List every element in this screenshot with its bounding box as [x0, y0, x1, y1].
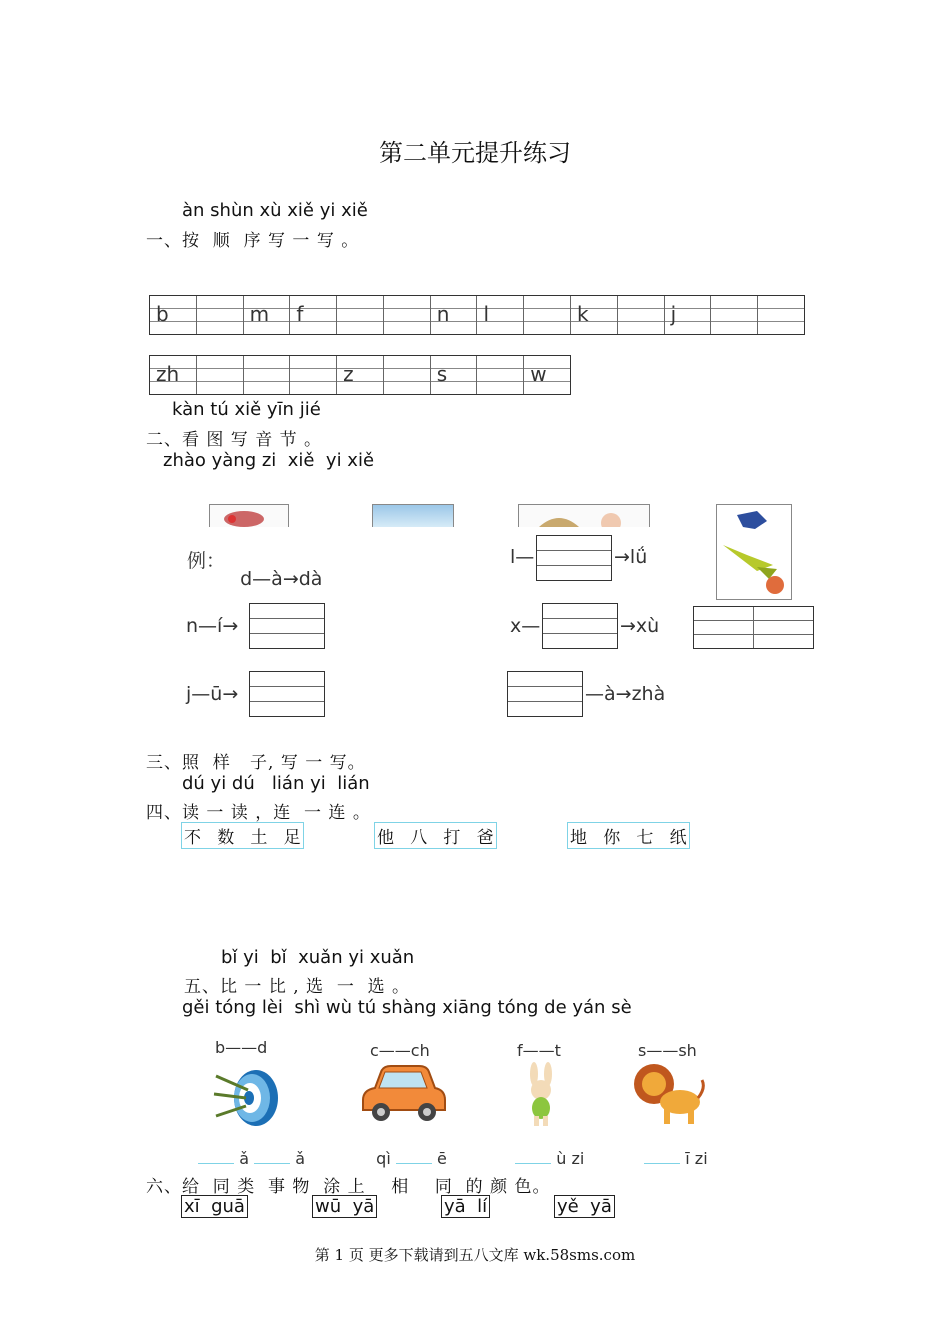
- answer-box-lv[interactable]: [536, 535, 612, 581]
- answer-box-xu[interactable]: [542, 603, 618, 649]
- grid-cell[interactable]: m: [244, 296, 291, 334]
- word-wuya[interactable]: wū yā: [312, 1195, 377, 1218]
- grid-cell[interactable]: [197, 296, 244, 334]
- sky-picture-crop: [372, 504, 454, 527]
- answer-row-ft: ù zi: [505, 1130, 584, 1168]
- s4-heading: 四、读 一 读 ，连 一 连 。: [146, 803, 371, 823]
- j-item: j—ū→: [186, 683, 239, 705]
- grid-cell[interactable]: s: [431, 356, 478, 394]
- word-group-1[interactable]: 不 数 土 足: [181, 822, 304, 849]
- word-group-3[interactable]: 地 你 七 纸: [567, 822, 690, 849]
- answer-row-ssh: ī zi: [634, 1130, 708, 1168]
- grid-cell[interactable]: zh: [150, 356, 197, 394]
- arrow-right-icon: →: [620, 615, 636, 637]
- l-result: →lǘ: [614, 546, 648, 568]
- grid-cell[interactable]: l: [477, 296, 524, 334]
- x-prefix: x—: [510, 615, 541, 637]
- arrow-right-icon: →: [615, 683, 632, 705]
- answer-box-zhi[interactable]: [693, 606, 814, 649]
- s5-heading: 五、比 一 比 , 选 一 选 。: [184, 977, 411, 997]
- s5-pinyin2: gěi tóng lèi shì wù tú shàng xiāng tóng de yán sè: [182, 997, 632, 1018]
- example-label: 例：: [187, 550, 226, 572]
- car-picture: [357, 1062, 447, 1128]
- grid-cell[interactable]: n: [431, 296, 478, 334]
- grid-cell[interactable]: z: [337, 356, 384, 394]
- grid-cell[interactable]: k: [571, 296, 618, 334]
- pair-f-t: f——t: [517, 1041, 561, 1060]
- grid-cell[interactable]: j: [665, 296, 712, 334]
- s5-pinyin1: bǐ yi bǐ xuǎn yi xuǎn: [221, 947, 415, 968]
- blank[interactable]: [644, 1149, 680, 1164]
- grid-cell[interactable]: [711, 296, 758, 334]
- grid-cell[interactable]: [477, 356, 524, 394]
- answer-box-zha[interactable]: [507, 671, 583, 717]
- grid-cell[interactable]: w: [524, 356, 570, 394]
- grid-cell[interactable]: [290, 356, 337, 394]
- grid-cell[interactable]: [524, 296, 571, 334]
- grid-cell[interactable]: [244, 356, 291, 394]
- word-xigua[interactable]: xī guā: [181, 1195, 248, 1218]
- s4-pinyin: dú yi dú lián yi lián: [182, 773, 370, 794]
- arrow-right-icon: →: [222, 615, 239, 637]
- answer-row-bd: ǎ ǎ: [188, 1130, 305, 1168]
- answer-box-ju[interactable]: [249, 671, 325, 717]
- zh-result: —à→zhà: [585, 683, 666, 705]
- arrow-right-icon: →: [614, 546, 630, 568]
- s6-heading: 六、给 同 类 事 物 涂 上 相 同 的 颜 色。: [146, 1177, 551, 1197]
- pair-s-sh: s——sh: [638, 1041, 697, 1060]
- grid-cell[interactable]: [337, 296, 384, 334]
- blank[interactable]: [198, 1149, 234, 1164]
- grid-cell[interactable]: [384, 356, 431, 394]
- blank[interactable]: [254, 1149, 290, 1164]
- s3-heading: 三、照 样 子, 写 一 写。: [146, 753, 366, 773]
- blank[interactable]: [515, 1149, 551, 1164]
- s2-heading: 二、看 图 写 音 节 。: [146, 430, 323, 450]
- origami-picture: [716, 504, 792, 600]
- pair-c-ch: c——ch: [370, 1041, 430, 1060]
- x-result: →xù: [620, 615, 660, 637]
- letter-grid-row2: [149, 355, 571, 395]
- page-footer: 第 1 页 更多下载请到五八文库 wk.58sms.com: [314, 1246, 636, 1264]
- grandma-picture-crop: [518, 504, 650, 527]
- donkey-picture-crop: [209, 504, 289, 527]
- s1-pinyin: àn shùn xù xiě yi xiě: [182, 200, 368, 221]
- pair-b-d: b——d: [215, 1038, 268, 1057]
- answer-row-cch: qì ē: [376, 1149, 447, 1168]
- grid-cell[interactable]: [618, 296, 665, 334]
- arrow-right-icon: →: [222, 683, 239, 705]
- example-syllable: d—à→dà: [240, 568, 323, 590]
- page-title: 第二单元提升练习: [379, 139, 571, 167]
- lion-picture: [630, 1062, 706, 1132]
- word-yeya[interactable]: yě yā: [554, 1195, 615, 1218]
- n-item: n—í→: [186, 615, 239, 637]
- rabbit-picture: [520, 1062, 564, 1132]
- letter-grid-row1: [149, 295, 805, 335]
- arrow-right-icon: →: [282, 568, 299, 590]
- target-arrows-picture: [212, 1062, 282, 1132]
- grid-cell[interactable]: [384, 296, 431, 334]
- l-prefix: l—: [510, 546, 535, 568]
- grid-cell[interactable]: f: [290, 296, 337, 334]
- word-group-2[interactable]: 他 八 打 爸: [374, 822, 497, 849]
- s2-pinyin2: zhào yàng zi xiě yi xiě: [163, 450, 375, 471]
- s1-heading: 一、按 顺 序 写 一 写 。: [146, 231, 360, 251]
- grid-cell[interactable]: [758, 296, 804, 334]
- grid-cell[interactable]: b: [150, 296, 197, 334]
- s2-pinyin: kàn tú xiě yīn jié: [172, 399, 321, 420]
- blank[interactable]: [396, 1149, 432, 1164]
- grid-cell[interactable]: [197, 356, 244, 394]
- word-yali[interactable]: yā lí: [441, 1195, 490, 1218]
- answer-box-ni[interactable]: [249, 603, 325, 649]
